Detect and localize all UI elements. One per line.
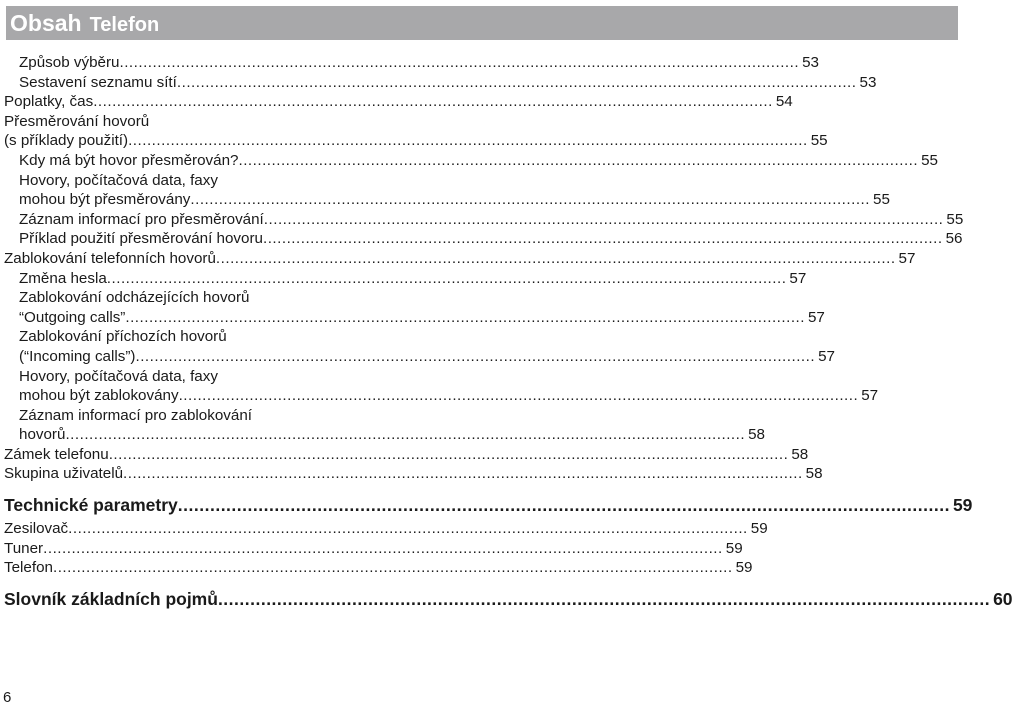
toc-item[interactable] bbox=[4, 92, 793, 112]
toc-item-label: Zesilovač bbox=[4, 520, 69, 538]
toc-leader bbox=[238, 151, 918, 171]
toc-item-label: mohou být přesměrovány bbox=[19, 191, 191, 209]
toc-item-page: 59 bbox=[735, 559, 753, 577]
toc-item-page: 57 bbox=[898, 249, 916, 267]
toc-item-label: hovorů bbox=[19, 426, 66, 444]
toc-item-label: Tuner bbox=[4, 539, 44, 557]
toc-section-page: 59 bbox=[952, 495, 973, 516]
toc-leader bbox=[123, 464, 803, 484]
toc-item[interactable] bbox=[4, 386, 879, 406]
toc-item-zesilovac[interactable] bbox=[4, 519, 768, 539]
toc-entries bbox=[4, 53, 964, 484]
toc-item-label: Zablokování příchozích hovorů bbox=[19, 328, 227, 346]
toc-leader bbox=[178, 493, 950, 517]
toc-item-label: Příklad použití přesměrování hovoru bbox=[19, 230, 263, 248]
page-title: Obsah bbox=[10, 10, 82, 36]
toc-item-page: 55 bbox=[810, 132, 828, 150]
toc-item-label: Telefon bbox=[4, 559, 53, 577]
toc-leader bbox=[179, 386, 859, 406]
toc-leader bbox=[65, 425, 745, 445]
toc-item-label: “Outgoing calls” bbox=[19, 308, 126, 326]
toc-item[interactable] bbox=[4, 308, 825, 328]
toc-item-tuner[interactable] bbox=[4, 539, 743, 559]
toc-item-page: 58 bbox=[791, 445, 809, 463]
toc-item[interactable] bbox=[4, 229, 963, 249]
toc-leader bbox=[128, 131, 808, 151]
toc-leader bbox=[135, 347, 815, 367]
toc-leader bbox=[218, 587, 990, 611]
toc-leader bbox=[177, 73, 857, 93]
toc-item[interactable] bbox=[4, 151, 939, 171]
toc-item-heading bbox=[4, 288, 306, 308]
toc-item-heading bbox=[4, 367, 306, 387]
toc-item-heading bbox=[4, 406, 306, 426]
toc-item-label: Přesměrování hovorů bbox=[4, 112, 150, 130]
toc-item-label: mohou být zablokovány bbox=[19, 387, 179, 405]
toc-item[interactable] bbox=[4, 131, 828, 151]
toc-item-label: Zablokování odcházejících hovorů bbox=[19, 289, 250, 307]
table-of-contents bbox=[4, 53, 1013, 611]
toc-item-page: 59 bbox=[750, 520, 768, 538]
toc-item-label: (“Incoming calls”) bbox=[19, 347, 136, 365]
toc-leader bbox=[109, 445, 789, 465]
toc-item-label: Skupina uživatelů bbox=[4, 465, 124, 483]
toc-item-page: 58 bbox=[805, 465, 823, 483]
toc-item-page: 58 bbox=[748, 426, 765, 444]
toc-item-page: 57 bbox=[861, 387, 879, 405]
toc-item[interactable] bbox=[4, 249, 916, 269]
toc-item[interactable] bbox=[4, 425, 765, 445]
toc-section-label: Slovník základních pojmů bbox=[4, 588, 218, 609]
toc-leader bbox=[43, 539, 723, 559]
toc-item-label: Hovory, počítačová data, faxy bbox=[19, 171, 218, 189]
header-bar bbox=[6, 6, 958, 40]
toc-section-page: 60 bbox=[993, 588, 1013, 609]
toc-leader bbox=[119, 53, 799, 73]
toc-item-page: 57 bbox=[807, 308, 825, 326]
toc-item-heading bbox=[4, 327, 306, 347]
toc-item-heading bbox=[4, 112, 306, 132]
page-number: 6 bbox=[3, 689, 12, 706]
toc-item[interactable] bbox=[4, 210, 964, 230]
toc-leader bbox=[264, 210, 944, 230]
toc-item-label: Způsob výběru bbox=[19, 54, 120, 71]
toc-item-page: 55 bbox=[946, 210, 964, 228]
toc-item-page: 57 bbox=[789, 269, 807, 287]
toc-item-telefon[interactable] bbox=[4, 558, 753, 578]
toc-leader bbox=[125, 308, 805, 328]
toc-item-heading bbox=[4, 171, 306, 191]
toc-leader bbox=[263, 229, 943, 249]
toc-section-glossary[interactable] bbox=[4, 587, 1013, 611]
toc-item-page: 54 bbox=[775, 93, 793, 111]
toc-item-label: Sestavení seznamu sítí bbox=[19, 73, 177, 91]
toc-leader bbox=[190, 190, 870, 210]
toc-item-label: Zablokování telefonních hovorů bbox=[4, 249, 216, 267]
toc-item-label: Poplatky, čas bbox=[4, 93, 94, 111]
toc-item-label: Změna hesla bbox=[19, 269, 107, 287]
toc-item-page: 59 bbox=[725, 539, 743, 557]
toc-item[interactable] bbox=[4, 190, 890, 210]
toc-item-page: 56 bbox=[945, 230, 963, 248]
toc-item-label: Kdy má být hovor přesměrován? bbox=[19, 151, 239, 169]
toc-item[interactable] bbox=[4, 464, 823, 484]
toc-leader bbox=[53, 558, 733, 578]
toc-leader bbox=[107, 269, 787, 289]
toc-section-label: Technické parametry bbox=[4, 495, 178, 516]
toc-item-page: 55 bbox=[921, 151, 939, 169]
toc-leader bbox=[68, 519, 748, 539]
toc-leader bbox=[93, 92, 773, 112]
toc-item[interactable] bbox=[4, 73, 877, 93]
toc-item-label: Hovory, počítačová data, faxy bbox=[19, 367, 218, 385]
toc-item[interactable] bbox=[4, 445, 809, 465]
toc-item-label: Záznam informací pro přesměrování bbox=[19, 210, 264, 228]
toc-item[interactable] bbox=[4, 347, 835, 367]
toc-item-label: Záznam informací pro zablokování bbox=[19, 406, 252, 424]
toc-item[interactable] bbox=[4, 53, 819, 73]
toc-item[interactable] bbox=[4, 269, 807, 289]
toc-item-page: 53 bbox=[802, 54, 819, 71]
toc-item-page: 57 bbox=[818, 347, 835, 365]
toc-section-technical[interactable] bbox=[4, 493, 973, 517]
toc-item-label: (s příklady použití) bbox=[4, 132, 129, 150]
toc-leader bbox=[216, 249, 896, 269]
toc-item-page: 55 bbox=[873, 191, 890, 209]
toc-item-label: Zámek telefonu bbox=[4, 445, 109, 463]
toc-item-page: 53 bbox=[859, 73, 877, 91]
page-subtitle: Telefon bbox=[89, 14, 160, 36]
